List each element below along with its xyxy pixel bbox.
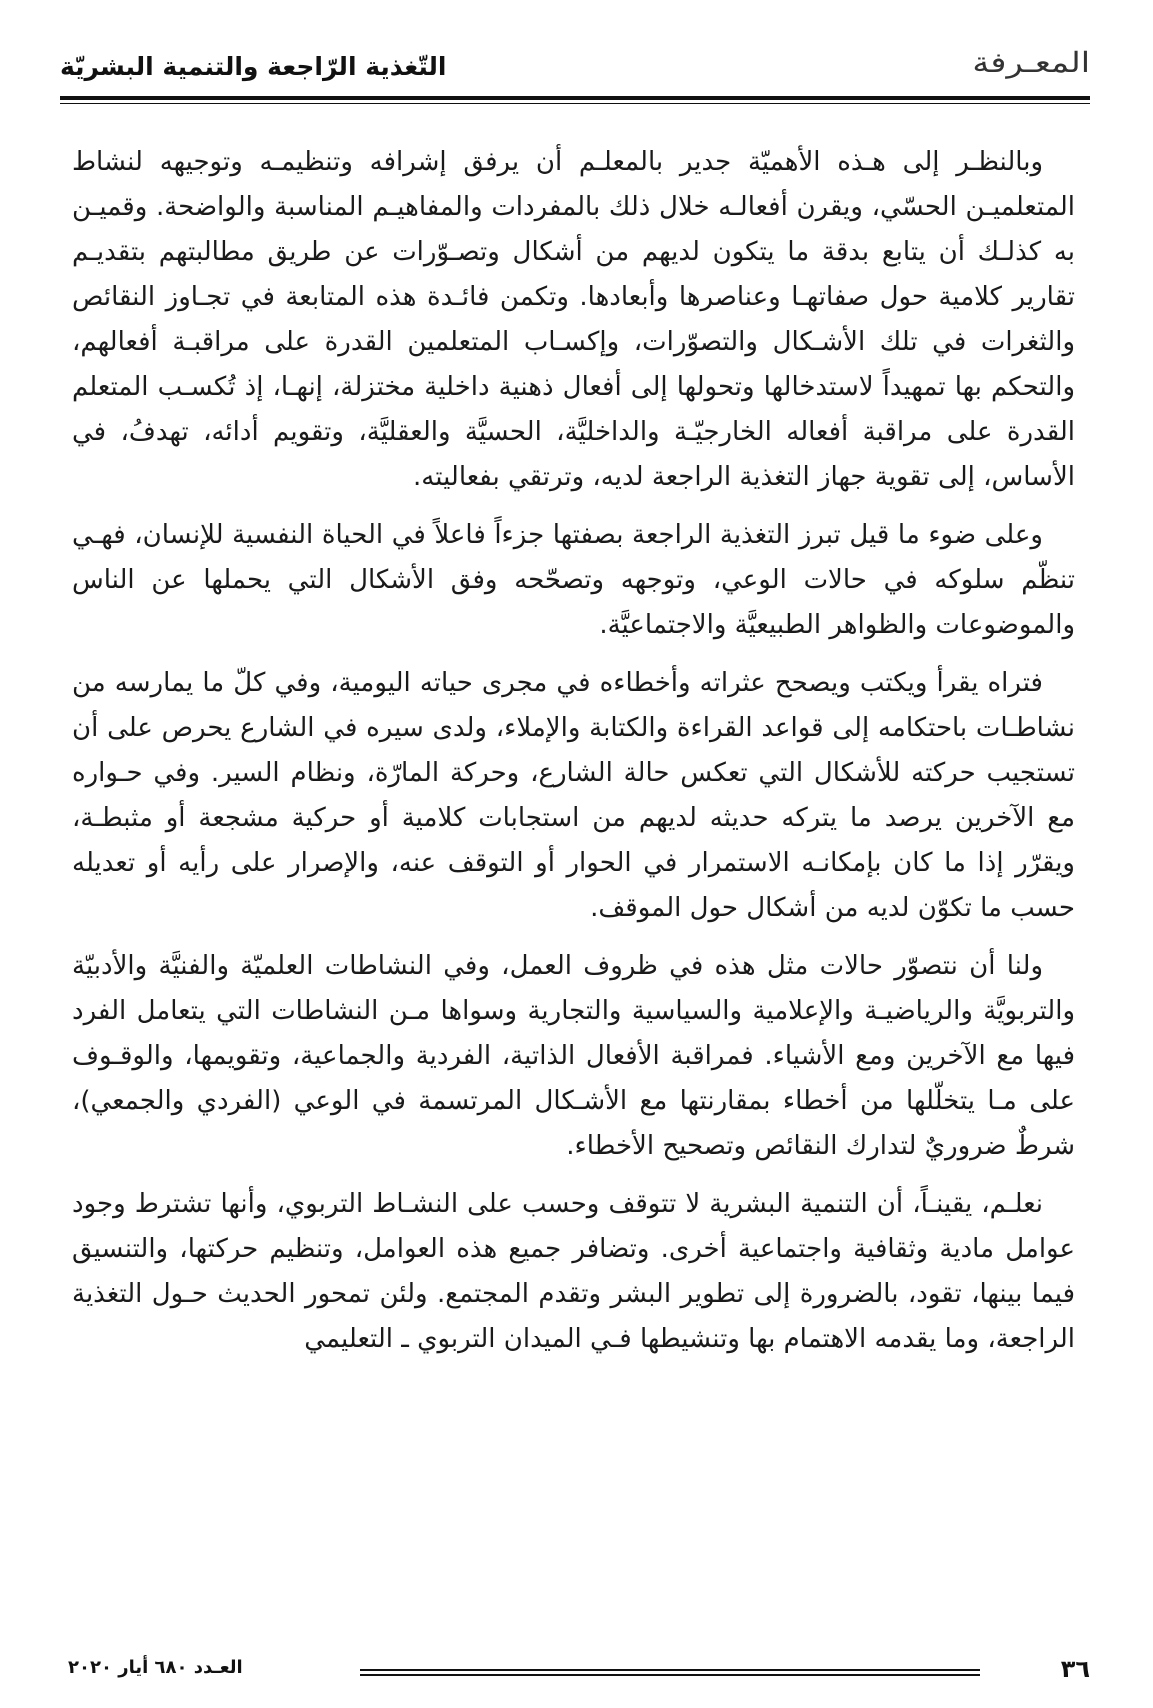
article-body [72,140,1075,1375]
page-header [60,40,1090,92]
issue-info: العـدد ٦٨٠ أيار ٢٠٢٠ [68,1657,243,1678]
paragraph: وعلى ضوء ما قيل تبرز التغذية الراجعة بصفتها جزءاً فاعلاً في الحياة النفسية للإنسان، فهـي تنظّم سلوكه في حالات الوعي، وتوجهه وتصحّحه وفق الأشكال التي يحملها عن الناس والموضوعات والظواهر الطبيعيَّة والاجتماعيَّة. [72,520,1075,640]
footer-divider [360,1669,980,1677]
paragraph: نعلـم، يقينـاً، أن التنمية البشرية لا تتوقف وحسب على النشـاط التربوي، وأنها تشترط وجود عوامل مادية وثقافية واجتماعية أخرى. وتضافر جميع هذه العوامل، وتنظيم حركتها، والتنسيق فيما بينها، تقود، بالضرورة إلى تطوير البشر وتقدم المجتمع. ولئن تمحور الحديث حـول التغذية الراجعة، وما يقدمه الاهتمام بها وتنشيطها فـي الميدان التربوي ـ التعليمي [72,1189,1075,1354]
header-divider [60,96,1090,100]
page-footer [60,1655,1090,1695]
paragraph: فتراه يقرأ ويكتب ويصحح عثراته وأخطاءه في مجرى حياته اليومية، وفي كلّ ما يمارسه من نشاطـات باحتكامه إلى قواعد القراءة والكتابة والإملاء، ولدى سيره في الشارع يحرص على أن تستجيب حركته للأشكال التي تعكس حالة الشارع، وحركة المارّة، ونظام السير. وفي حـواره مع الآخرين يرصد ما يتركه حديثه لديهم من استجابات كلامية أو حركية مشجعة أو مثبطـة، ويقرّر إذا ما كان بإمكانـه الاستمرار في الحوار أو التوقف عنه، والإصرار على رأيه أو تعديله حسب ما تكوّن لديه من أشكال حول الموقف. [72,668,1075,923]
magazine-logo: المعـرفة [972,46,1090,79]
paragraph: ولنا أن نتصوّر حالات مثل هذه في ظروف العمل، وفي النشاطات العلميّة والفنيَّة والأدبيّة والتربويَّة والرياضيـة والإعلامية والسياسية والتجارية وسواها مـن النشاطات التي يتعامل الفرد فيها مع الآخرين ومع الأشياء. فمراقبة الأفعال الذاتية، الفردية والجماعية، وتقويمها، والوقـوف على مـا يتخلّلها من أخطاء بمقارنتها مع الأشـكال المرتسمة في الوعي (الفردي والجمعي)، شرطٌ ضروريٌ لتدارك النقائص وتصحيح الأخطاء. [72,951,1075,1161]
running-title: التّغذية الرّاجعة والتنمية البشريّة [60,52,447,81]
page-number: ٣٦ [1060,1655,1090,1683]
paragraph: وبالنظـر إلى هـذه الأهميّة جدير بالمعلـم أن يرفق إشرافه وتنظيمـه وتوجيهه لنشاط المتعلميـن الحسّي، ويقرن أفعالـه خلال ذلك بالمفردات والمفاهيـم المناسبة والواضحة. وقميـن به كذلـك أن يتابع بدقة ما يتكون لديهم من أشكال وتصـوّرات عن طريق مطالبتهم بتقديـم تقارير كلامية حول صفاتهـا وعناصرها وأبعادها. وتكمن فائـدة هذه المتابعة في تجـاوز النقائص والثغرات في تلك الأشـكال والتصوّرات، وإكسـاب المتعلمين القدرة على مراقبـة أفعالهم، والتحكم بها تمهيداً لاستدخالها وتحولها إلى أفعال ذهنية داخلية مختزلة، إنهـا، إذ تُكسـب المتعلم القدرة على مراقبة أفعاله الخارجيّـة والداخليَّة، الحسيَّة والعقليَّة، وتقويم أدائه، تهدفُ، في الأساس، إلى تقوية جهاز التغذية الراجعة لديه، وترتقي بفعاليته. [72,147,1075,492]
header-divider-thin [60,103,1090,104]
